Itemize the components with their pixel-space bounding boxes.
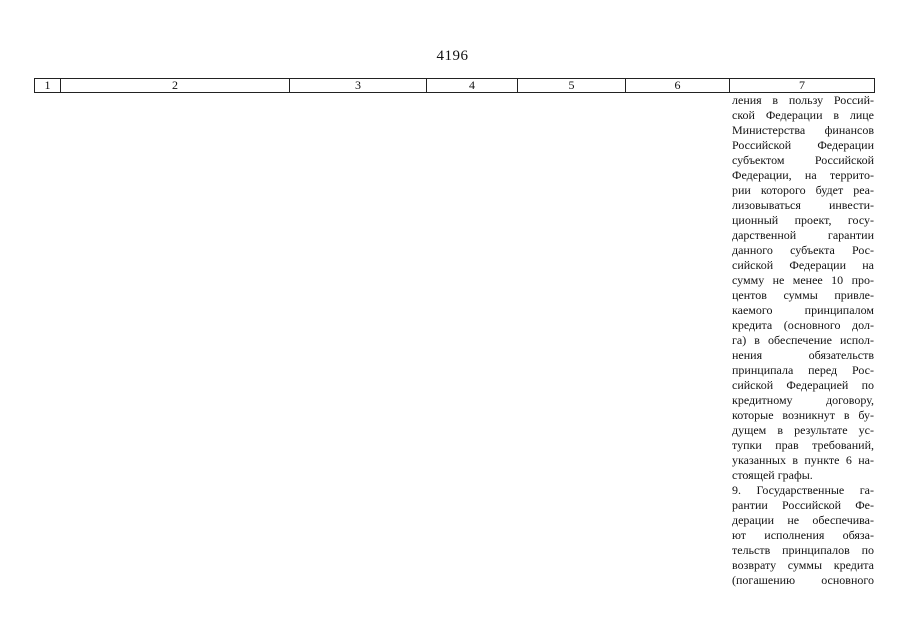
text-line: субъектом Российской xyxy=(732,153,874,167)
text-line: дарственной гарантии xyxy=(732,228,874,242)
text-line: принципала перед Рос- xyxy=(732,363,874,377)
table-header-row xyxy=(34,78,875,93)
text-line: лизовываться инвести- xyxy=(732,198,874,212)
text-line: центов суммы привле- xyxy=(732,288,874,302)
text-line: ления в пользу Россий- xyxy=(732,93,874,107)
text-line: ционный проект, госу- xyxy=(732,213,874,227)
text-line: указанных в пункте 6 на- xyxy=(732,453,874,467)
column-header-2: 2 xyxy=(61,79,290,92)
text-line: нения обязательств xyxy=(732,348,874,362)
text-line: кредита (основного дол- xyxy=(732,318,874,332)
column-header-6: 6 xyxy=(626,79,730,92)
text-line: дерации не обеспечива- xyxy=(732,513,874,527)
text-line: возврату суммы кредита xyxy=(732,558,874,572)
text-line: стоящей графы. xyxy=(732,468,813,482)
column-header-5: 5 xyxy=(518,79,626,92)
text-line: (погашению основного xyxy=(732,573,874,587)
text-line: рии которого будет реа- xyxy=(732,183,874,197)
text-line: Российской Федерации xyxy=(732,138,874,152)
text-line: сийской Федерацией по xyxy=(732,378,874,392)
text-line: 9. Государственные га- xyxy=(732,483,874,497)
text-line: ской Федерации в лице xyxy=(732,108,874,122)
text-line: сийской Федерации на xyxy=(732,258,874,272)
column-7-text-block xyxy=(732,93,874,588)
column-header-4: 4 xyxy=(427,79,518,92)
text-line: га) в обеспечение испол- xyxy=(732,333,874,347)
text-line: тупки прав требований, xyxy=(732,438,874,452)
text-line: Федерации, на террито- xyxy=(732,168,874,182)
column-header-3: 3 xyxy=(290,79,427,92)
text-line: тельств принципалов по xyxy=(732,543,874,557)
text-line: которые возникнут в бу- xyxy=(732,408,874,422)
text-line: ют исполнения обяза- xyxy=(732,528,874,542)
page-number: 4196 xyxy=(436,48,469,64)
column-header-1: 1 xyxy=(35,79,61,92)
text-line: данного субъекта Рос- xyxy=(732,243,874,257)
text-line: каемого принципалом xyxy=(732,303,874,317)
text-line: кредитному договору, xyxy=(732,393,874,407)
text-line: дущем в результате ус- xyxy=(732,423,874,437)
column-header-7: 7 xyxy=(799,79,805,92)
text-line: сумму не менее 10 про- xyxy=(732,273,874,287)
text-line: Министерства финансов xyxy=(732,123,874,137)
text-line: рантии Российской Фе- xyxy=(732,498,874,512)
